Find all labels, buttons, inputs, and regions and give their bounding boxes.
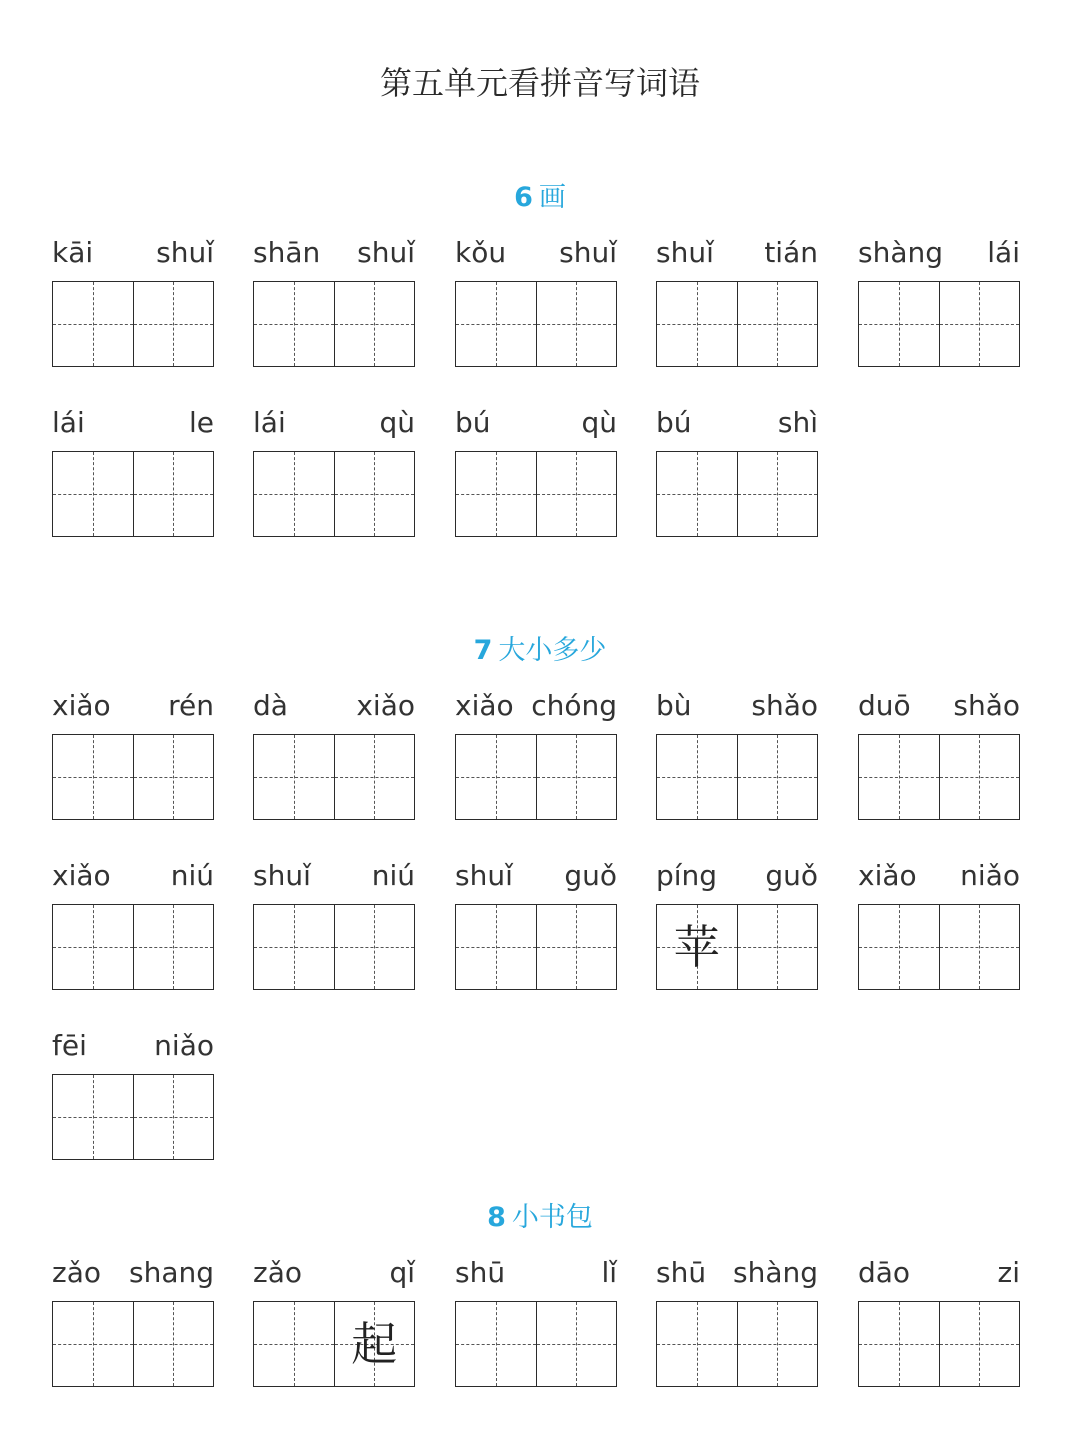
tianzige-grid [656,281,818,367]
page-title: 第五单元看拼音写词语 [379,64,700,102]
pinyin-line [455,686,617,726]
pinyin-first: shàng [858,236,944,269]
pinyin-second: guǒ [765,859,818,892]
word-item [656,403,818,443]
writing-cell[interactable] [939,905,1020,989]
pinyin-first: xiǎo [52,859,111,892]
word-item [253,686,415,726]
pinyin-second: lái [987,236,1020,269]
writing-cell[interactable] [859,905,939,989]
writing-cell[interactable] [657,905,737,989]
writing-cell[interactable] [254,735,334,819]
pinyin-line [455,403,617,443]
word-item [455,233,617,273]
writing-cell[interactable] [536,905,617,989]
writing-cell[interactable] [657,735,737,819]
pinyin-second: le [188,406,214,439]
writing-cell[interactable] [133,1302,214,1386]
pinyin-second: niǎo [154,1029,214,1062]
writing-cell[interactable] [737,282,818,366]
pinyin-line [455,233,617,273]
pinyin-second: guǒ [564,859,617,892]
word-item [253,1253,415,1371]
tianzige-grid [858,904,1020,990]
writing-cell[interactable] [939,735,1020,819]
pinyin-second: zi [997,1256,1020,1289]
pinyin-first: shuǐ [455,859,513,892]
writing-cell[interactable] [859,735,939,819]
pinyin-first: xiǎo [52,689,111,722]
pinyin-line [656,1253,818,1293]
writing-cell[interactable] [254,282,334,366]
pinyin-line [858,1253,1020,1293]
tianzige-grid [455,734,617,820]
writing-cell[interactable] [536,735,617,819]
tianzige-grid [656,904,818,990]
pinyin-first: dà [253,689,288,722]
writing-cell[interactable] [456,1302,536,1386]
tianzige-grid [455,281,617,367]
pinyin-line [52,686,214,726]
writing-cell[interactable] [133,1075,214,1159]
pinyin-second: niú [371,859,415,892]
tianzige-grid [52,1074,214,1160]
tianzige-grid [656,734,818,820]
writing-cell[interactable] [456,452,536,536]
hanzi-char: 苹 [673,920,720,974]
word-item [858,856,1020,896]
tianzige-grid [253,1301,415,1387]
pinyin-first: zǎo [52,1256,101,1289]
word-item [656,686,818,726]
section-number: 7 [473,635,493,666]
tianzige-grid [253,451,415,537]
pinyin-second: shuǐ [559,236,617,269]
pinyin-line [656,233,818,273]
pinyin-line [858,856,1020,896]
pinyin-second: chóng [531,689,617,722]
section-title [0,628,1080,667]
writing-cell[interactable] [657,452,737,536]
pinyin-line [656,403,818,443]
word-item [253,233,415,273]
tianzige-grid [858,1301,1020,1387]
pinyin-second: tián [764,236,818,269]
writing-cell[interactable] [859,1302,939,1386]
writing-cell[interactable] [334,452,415,536]
pinyin-first: bú [455,406,491,439]
pinyin-first: shū [455,1256,506,1289]
pinyin-line [253,403,415,443]
pinyin-second: shàng [732,1256,818,1289]
pinyin-second: shǎo [953,689,1020,722]
writing-cell[interactable] [657,1302,737,1386]
word-item [455,1253,617,1293]
writing-cell[interactable] [334,905,415,989]
pinyin-line [455,1253,617,1293]
writing-cell[interactable] [53,735,133,819]
pinyin-second: lǐ [601,1256,617,1289]
word-item [455,403,617,443]
word-item [52,233,214,273]
tianzige-grid [52,734,214,820]
writing-cell[interactable] [53,1302,133,1386]
section-number: 8 [487,1202,506,1233]
writing-cell[interactable] [53,1075,133,1159]
section-title [0,175,1080,214]
pinyin-line [52,403,214,443]
pinyin-first: bú [656,406,692,439]
writing-cell[interactable] [657,282,737,366]
pinyin-second: qù [379,406,415,439]
word-item [656,233,818,273]
pinyin-first: píng [656,859,718,892]
word-item [253,856,415,896]
writing-cell[interactable] [254,1302,334,1386]
pinyin-line [253,233,415,273]
pinyin-first: shuǐ [656,236,714,269]
writing-cell[interactable] [737,1302,818,1386]
pinyin-first: lái [253,406,286,439]
pinyin-line [52,1026,214,1066]
pinyin-first: shū [656,1256,707,1289]
writing-cell[interactable] [737,452,818,536]
tianzige-grid [858,281,1020,367]
tianzige-grid [253,281,415,367]
pinyin-first: shān [253,236,321,269]
pinyin-first: duō [858,689,911,722]
word-item [52,1253,214,1293]
writing-cell[interactable] [939,1302,1020,1386]
section-name: 大小多少 [498,635,607,666]
pinyin-first: fēi [52,1029,87,1062]
writing-cell[interactable] [133,452,214,536]
pinyin-line [52,1253,214,1293]
pinyin-line [52,233,214,273]
pinyin-first: xiǎo [858,859,917,892]
pinyin-second: shang [128,1256,214,1289]
tianzige-grid [52,451,214,537]
writing-cell[interactable] [334,735,415,819]
pinyin-line [858,686,1020,726]
pinyin-first: lái [52,406,85,439]
writing-cell[interactable] [53,452,133,536]
tianzige-grid [656,451,818,537]
pinyin-second: shuǐ [156,236,214,269]
writing-cell[interactable] [254,905,334,989]
pinyin-second: niǎo [960,859,1020,892]
pinyin-second: shì [777,406,818,439]
pinyin-second: qǐ [389,1256,415,1289]
word-item [656,1253,818,1293]
tianzige-grid [253,904,415,990]
pinyin-second: xiǎo [356,689,415,722]
tianzige-grid [455,904,617,990]
word-item [858,1253,1020,1293]
writing-cell[interactable] [859,282,939,366]
word-item [858,233,1020,273]
pinyin-first: kǒu [455,236,507,269]
writing-cell[interactable] [737,735,818,819]
tianzige-grid [455,1301,617,1387]
section-number: 6 [514,182,533,213]
pinyin-line [253,856,415,896]
pinyin-first: zǎo [253,1256,302,1289]
writing-cell[interactable] [536,282,617,366]
writing-cell[interactable] [737,905,818,989]
pinyin-first: dāo [858,1256,911,1289]
writing-cell[interactable] [456,905,536,989]
tianzige-grid [52,904,214,990]
section-name: 画 [538,182,566,213]
writing-cell[interactable] [334,282,415,366]
writing-cell[interactable] [456,735,536,819]
writing-cell[interactable] [133,735,214,819]
pinyin-second: shuǐ [357,236,415,269]
word-item [52,403,214,443]
tianzige-grid [455,451,617,537]
writing-cell[interactable] [456,282,536,366]
pinyin-first: kāi [52,236,94,269]
writing-cell[interactable] [939,282,1020,366]
pinyin-first: bù [656,689,692,722]
word-item [656,856,818,974]
writing-cell[interactable] [536,1302,617,1386]
word-item [52,856,214,896]
word-item [455,856,617,896]
section-title [0,1195,1080,1234]
tianzige-grid [253,734,415,820]
word-item [455,686,617,726]
word-item [253,403,415,443]
writing-cell[interactable] [254,452,334,536]
writing-cell[interactable] [53,282,133,366]
pinyin-first: xiǎo [455,689,514,722]
tianzige-grid [52,281,214,367]
pinyin-second: niú [170,859,214,892]
pinyin-line [656,856,818,896]
pinyin-line [52,856,214,896]
writing-cell[interactable] [334,1302,415,1386]
writing-cell[interactable] [53,905,133,989]
pinyin-line [253,686,415,726]
pinyin-line [656,686,818,726]
word-item [52,686,214,726]
tianzige-grid [656,1301,818,1387]
pinyin-second: rén [168,689,214,722]
word-item [52,1026,214,1066]
section-name: 小书包 [511,1202,593,1233]
pinyin-line [858,233,1020,273]
word-item [858,686,1020,726]
writing-cell[interactable] [133,282,214,366]
writing-cell[interactable] [536,452,617,536]
pinyin-second: qù [581,406,617,439]
pinyin-second: shǎo [751,689,818,722]
hanzi-char: 起 [351,1317,398,1371]
pinyin-line [253,1253,415,1293]
pinyin-line [455,856,617,896]
pinyin-first: shuǐ [253,859,311,892]
tianzige-grid [858,734,1020,820]
tianzige-grid [52,1301,214,1387]
writing-cell[interactable] [133,905,214,989]
